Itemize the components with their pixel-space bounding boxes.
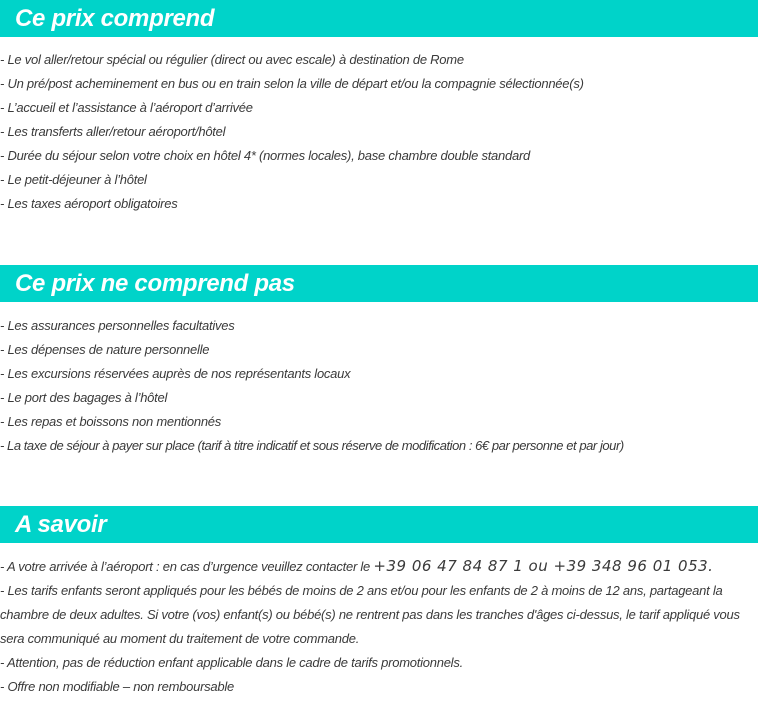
list-item: - Les assurances personnelles facultatives [0, 318, 235, 333]
phone-numbers: +39 06 47 84 87 1 ou +39 348 96 01 053. [373, 557, 714, 575]
list-item: - Un pré/post acheminement en bus ou en train selon la ville de départ et/ou la compagnie sélectionnée(s) [0, 76, 584, 91]
list-item-emergency-contact [0, 554, 758, 579]
list-item: - Durée du séjour selon votre choix en hôtel 4* (normes locales), base chambre double standard [0, 148, 531, 163]
list-item: - Les taxes aéroport obligatoires [0, 196, 178, 211]
list-item: - L’accueil et l’assistance à l’aéroport d’arrivée [0, 100, 253, 115]
list-item: - La taxe de séjour à payer sur place (tarif à titre indicatif et sous réserve de modification : 6€ par personne et par jour) [0, 438, 624, 453]
list-item: - Le port des bagages à l’hôtel [0, 390, 168, 405]
good-to-know-list [0, 554, 758, 699]
arrival-text: - A votre arrivée à l’aéroport : en cas d’urgence veuillez contacter le [0, 559, 374, 574]
section-title: Ce prix ne comprend pas [15, 270, 295, 297]
section-header-included [0, 0, 758, 37]
list-item: - Le petit-déjeuner à l’hôtel [0, 172, 147, 187]
section-title: Ce prix comprend [15, 5, 215, 32]
section-title: A savoir [15, 511, 107, 538]
section-header-good-to-know [0, 506, 758, 543]
included-list [0, 48, 758, 216]
list-item: - Attention, pas de réduction enfant applicable dans le cadre de tarifs promotionnels. [0, 655, 463, 670]
list-item: - Les tarifs enfants seront appliqués pour les bébés de moins de 2 ans et/ou pour les enfants de 2 à moins de 12 ans, partageant la chambre de deux adultes. Si votre (vos) enfant(s) ou bébé(s) ne rentrent pas dans les tranches d'âges ci-dessus, le tarif appliqué vous sera communiqué au moment du traitement de votre commande. [0, 583, 740, 646]
list-item: - Le vol aller/retour spécial ou régulier (direct ou avec escale) à destination de Rome [0, 52, 464, 67]
section-header-not-included [0, 265, 758, 302]
list-item: - Les transferts aller/retour aéroport/hôtel [0, 124, 226, 139]
list-item: - Offre non modifiable – non remboursable [0, 679, 234, 694]
list-item: - Les dépenses de nature personnelle [0, 342, 210, 357]
list-item: - Les repas et boissons non mentionnés [0, 414, 222, 429]
list-item: - Les excursions réservées auprès de nos représentants locaux [0, 366, 351, 381]
not-included-list [0, 314, 758, 458]
